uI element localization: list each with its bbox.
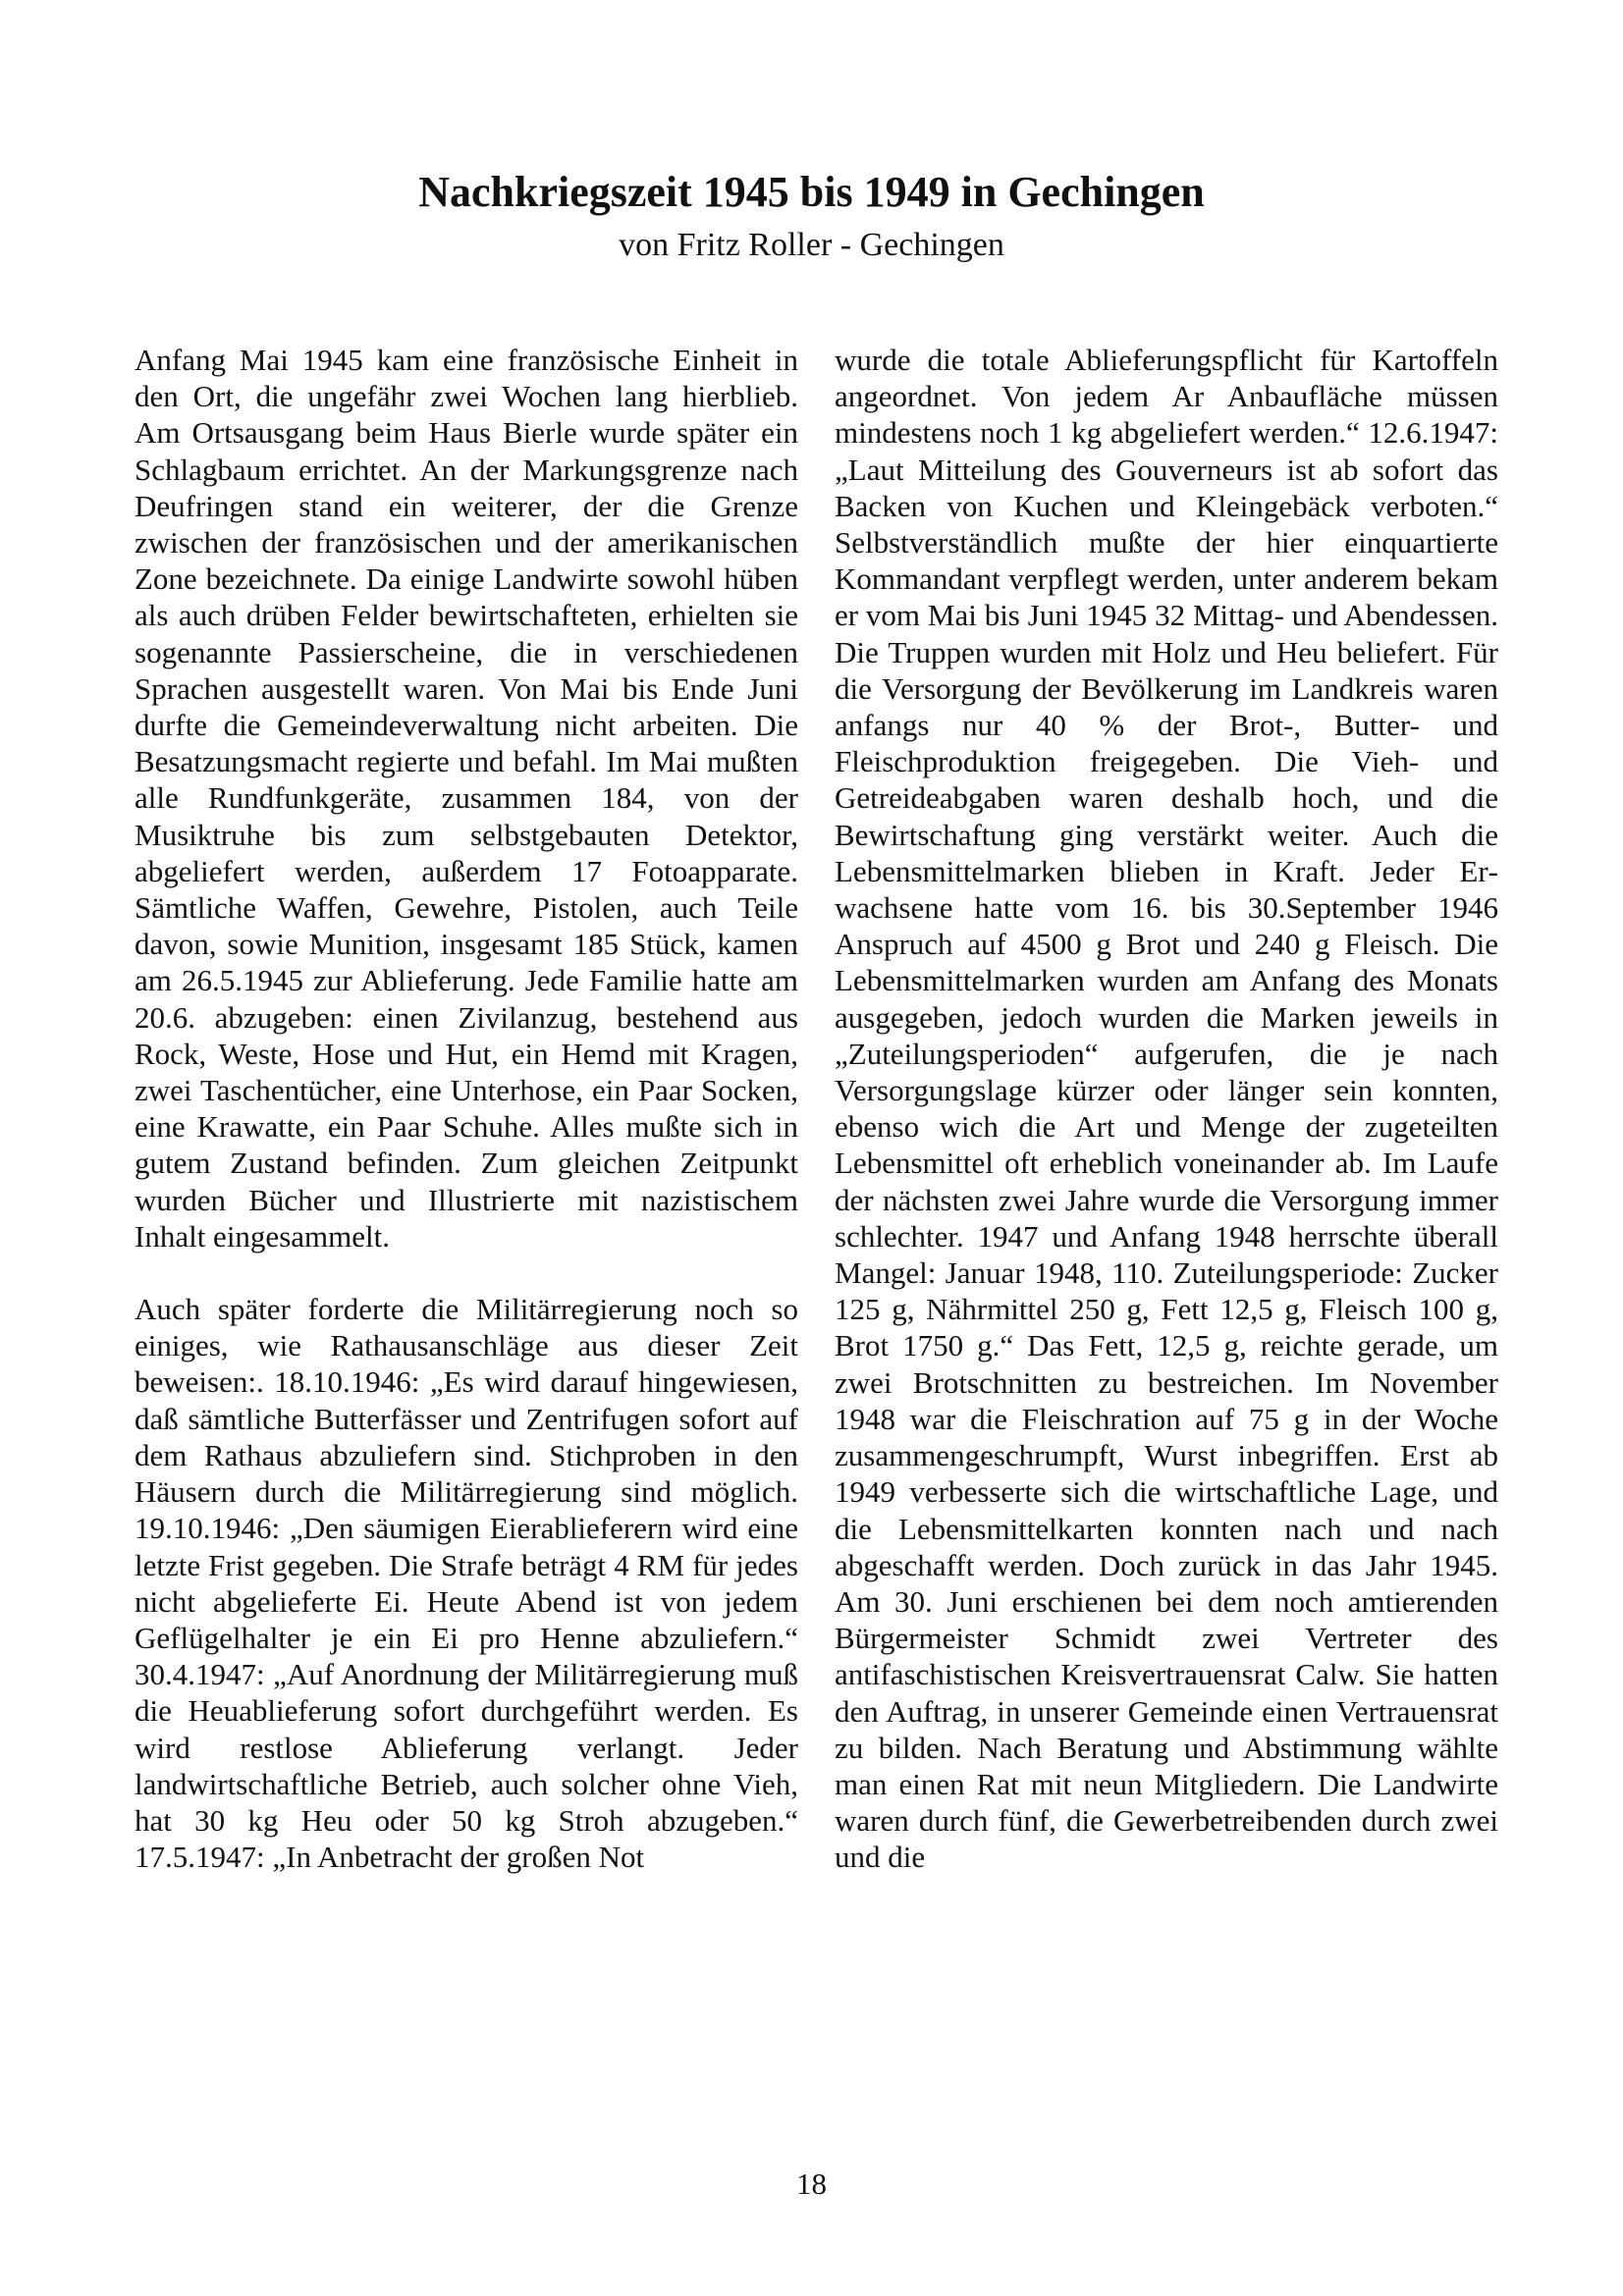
article-title: Nachkriegszeit 1945 bis 1949 in Gechingen <box>418 168 1205 216</box>
paragraph: Anfang Mai 1945 kam eine französische Einheit in den Ort, die ungefähr zwei Wochen lang hierblieb. Am Ortsausgang beim Haus Bierle wurde später ein Schlagbaum errichtet. An der Markungsgrenze nach Deufringen stand ein weiterer, der die Grenze zwischen der französischen und der amerikanischen Zone bezeichnete. Da einige Landwirte sowohl hüben als auch drüben Felder bewirtschafteten, erhielten sie sogenannte Passierscheine, die in verschiedenen Sprachen ausgestellt waren. Von Mai bis Ende Juni durfte die Gemeindeverwaltung nicht arbeiten. Die Besatzungsmacht regierte und befahl. Im Mai mußten alle Rundfunkgeräte, zusammen 184, von der Musiktruhe bis zum selbstgebauten Detektor, abgeliefert werden, außerdem 17 Fotoapparate. Sämtliche Waffen, Gewehre, Pistolen, auch Teile davon, sowie Munition, insgesamt 185 Stück, kamen am 26.5.1945 zur Ablieferung. Jede Familie hatte am 20.6. abzugeben: einen Zivilanzug, bestehend aus Rock, Weste, Hose und Hut, ein Hemd mit Kragen, zwei Taschentücher, eine Unterhose, ein Paar Socken, eine Krawatte, ein Paar Schuhe. Alles mußte sich in gutem Zustand befinden. Zum gleichen Zeitpunkt wurden Bücher und Illustrierte mit nazistischem Inhalt eingesammelt. <box>135 343 798 1254</box>
article-byline: von Fritz Roller - Gechingen <box>619 227 1004 263</box>
paragraph: wurde die totale Ablieferungspflicht für Kartoffeln angeordnet. Von jedem Ar Anbaufläche müssen mindestens noch 1 kg abgeliefert werden.“ 12.6.1947: „Laut Mitteilung des Gouverneurs ist ab sofort das Backen von Kuchen und Kleingebäck verboten.“ Selbstverständlich mußte der hier einquartierte Kommandant verpflegt werden, unter anderem bekam er vom Mai bis Juni 1945 32 Mittag- und Abendessen. Die Truppen wurden mit Holz und Heu beliefert. Für die Versorgung der Bevölkerung im Landkreis waren anfangs nur 40 % der Brot-, Butter- und Fleischproduktion freigegeben. Die Vieh- und Getreideabgaben waren deshalb hoch, und die Bewirtschaftung ging verstärkt weiter. Auch die Lebensmittelmarken blieben in Kraft. Jeder Erwachsene hatte vom 16. bis 30.September 1946 Anspruch auf 4500 g Brot und 240 g Fleisch. Die Lebensmittelmarken wurden am Anfang des Monats ausgegeben, jedoch wurden die Marken jeweils in „Zuteilungsperioden“ aufgerufen, die je nach Versorgungslage kürzer oder länger sein konnten, ebenso wich die Art und Menge der zugeteilten Lebensmittel oft erheblich voneinander ab. Im Laufe der nächsten zwei Jahre wurde die Versorgung immer schlechter. 1947 und Anfang 1948 herrschte überall Mangel: Januar 1948, 110. Zuteilungsperiode: Zucker 125 g, Nährmittel 250 g, Fett 12,5 g, Fleisch 100 g, Brot 1750 g.“ Das Fett, 12,5 g, reichte gerade, um zwei Brotschnitten zu bestreichen. Im November 1948 war die Fleischration auf 75 g in der Woche zusammengeschrumpft, Wurst inbegriffen. Erst ab 1949 verbesserte sich die wirtschaftliche Lage, und die Lebensmittelkarten konnten nach und nach abgeschafft werden. Doch zurück in das Jahr 1945. Am 30. Juni erschienen bei dem noch amtierenden Bürgermeister Schmidt zwei Vertreter des antifaschistischen Kreisvertrauensrat Calw. Sie hatten den Auftrag, in unserer Gemeinde einen Vertrauensrat zu bilden. Nach Beratung und Abstimmung wählte man einen Rat mit neun Mitgliedern. Die Landwirte waren durch fünf, die Gewerbetreibenden durch zwei und die <box>835 343 1498 1875</box>
page-number: 18 <box>796 2166 827 2201</box>
right-text-column <box>835 342 1498 1876</box>
left-text-column <box>135 342 798 1875</box>
paragraph: Auch später forderte die Militärregierung noch so einiges, wie Rathausanschläge aus dieser Zeit beweisen:. 18.10.1946: „Es wird darauf hingewiesen, daß sämtliche Butterfässer und Zentrifugen sofort auf dem Rathaus abzuliefern sind. Stichproben in den Häusern durch die Militärregierung sind möglich. 19.10.1946: „Den säumigen Eierablieferern wird eine letzte Frist gegeben. Die Strafe beträgt 4 RM für jedes nicht abgelieferte Ei. Heute Abend ist von jedem Geflügelhalter je ein Ei pro Henne abzuliefern.“ 30.4.1947: „Auf Anordnung der Militärregierung muß die Heuablieferung sofort durchgeführt werden. Es wird restlose Ablieferung verlangt. Jeder landwirtschaftliche Betrieb, auch solcher ohne Vieh, hat 30 kg Heu oder 50 kg Stroh abzugeben.“ 17.5.1947: „In Anbetracht der großen Not <box>135 1292 798 1875</box>
